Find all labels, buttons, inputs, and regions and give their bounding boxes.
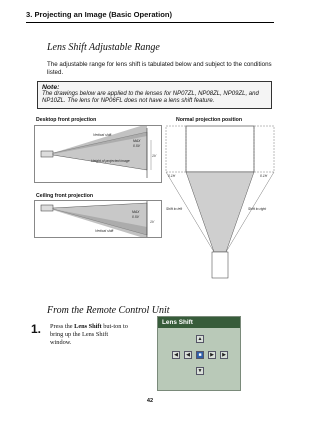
step-text-before: Press the [50,323,75,330]
note-line-2: NP10ZL. The lens for NP06FL does not have a lens shift feature. [42,98,215,105]
ceiling-front-projection-label: Ceiling front projection [36,193,94,199]
max-value: 0.5V [133,144,140,148]
left-0.1h-label: 0.1H [168,174,176,178]
shift-right-button[interactable]: ▶ [208,351,216,359]
lens-shift-window [157,316,241,391]
note-line-1: The drawings below are applied to the lenses for NP07ZL, NP08ZL, NP09ZL, and [42,91,259,97]
right-0.1h-label: 0.1H [260,174,268,178]
desktop-front-projection-label: Desktop front projection [36,117,97,123]
left-shift-area [166,126,186,172]
projector-top-view [212,252,228,278]
vertical-shift-label: Vertical shift [93,133,112,137]
projector-icon [41,151,53,157]
note-box [37,81,272,109]
shift-right-far-button[interactable]: ▶ [220,351,228,359]
height-label: Height of projected image [91,159,130,163]
step-text-after: but-ton to bring up the Lens Shift window. [50,323,128,346]
shift-right-label: Shift to right [248,207,267,211]
right-shift-area [254,126,274,172]
ceiling-projection-diagram [35,201,161,237]
shift-left-label: Shift to left [166,207,183,211]
ceiling-max-value: 0.5V [132,215,139,219]
lens-shift-button-name: Lens Shift [74,323,102,330]
desktop-diagram-frame [34,125,162,183]
header-divider [26,22,274,23]
section-title-remote-control: From the Remote Control Unit [47,305,170,316]
lens-shift-window-title: Lens Shift [158,317,240,328]
shift-up-button[interactable]: ▲ [197,336,203,342]
normal-diagram-frame [164,124,276,284]
ceiling-vertical-shift-label: Vertical shift [95,229,114,233]
note-title: Note: [42,84,60,91]
chapter-header: 3. Projecting an Image (Basic Operation) [26,10,173,19]
page-number: 42 [146,398,154,404]
screen-rect [186,126,254,172]
shift-left-button[interactable]: ◀ [184,351,192,359]
section-title-lens-shift-range: Lens Shift Adjustable Range [47,42,160,53]
shift-center-button[interactable]: ■ [196,351,204,359]
ceiling-max-label: MAX [132,210,140,214]
ceiling-v-label: 1V [150,220,155,224]
intro-paragraph: The adjustable range for lens shift is tabulated below and subject to the conditions listed. [47,61,272,76]
normal-projection-diagram [164,124,276,284]
step-number: 1. [31,322,42,336]
step-instruction [50,323,130,347]
normal-beam [186,172,254,252]
ceiling-diagram-frame [34,200,162,238]
max-label: MAX [133,139,141,143]
v-label: 1V [152,154,157,158]
normal-projection-label: Normal projection position [176,117,242,123]
ceiling-projector-icon [41,205,53,211]
shift-down-button[interactable]: ▼ [197,368,203,374]
shift-left-far-button[interactable]: ◀ [172,351,180,359]
desktop-projection-diagram [35,126,161,182]
